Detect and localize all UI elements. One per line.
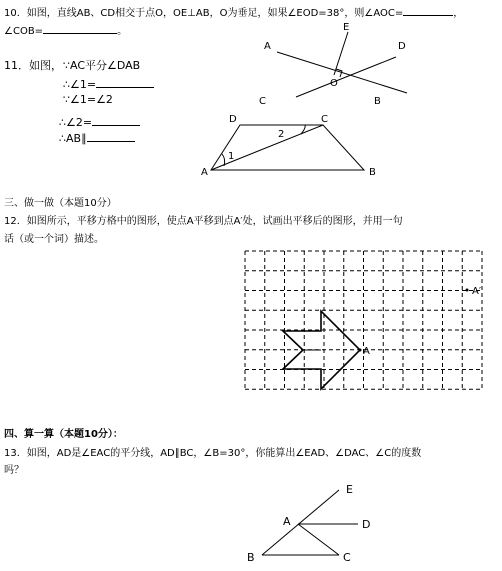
q10-label-d: D: [398, 41, 406, 52]
q11-label-a: A: [201, 167, 208, 178]
q10-label-o: O: [330, 78, 338, 89]
q10-period: 。: [117, 26, 128, 37]
q12-label-a: A: [363, 346, 370, 357]
section-3-heading: 三、做一做（本题10分）: [4, 198, 117, 209]
q12-line1: 12．如图所示，平移方格中的图形，使点A平移到点A′处，试画出平移后的图形，并用一句: [4, 216, 403, 227]
q11-title: 11．如图，: [4, 59, 62, 72]
q11-line5-text: ∴AB∥: [59, 132, 87, 145]
q13-ray-be: [262, 490, 339, 555]
q11-label-2: 2: [278, 129, 285, 140]
q13-segment-ac: [298, 524, 339, 555]
q10-label-b: B: [374, 96, 381, 107]
q10-text: 10．如图，直线AB、CD相交于点O，OE⊥AB，O为垂足，如果∠EOD=38°，则∠AOC=: [4, 8, 404, 19]
q11-label-b: B: [369, 167, 376, 178]
q10-comma: ，: [453, 8, 464, 19]
q12-label-aprime: A′: [472, 286, 482, 297]
q13-label-a: A: [283, 515, 291, 528]
q12-line2: 话（或一个词）描述。: [4, 234, 104, 245]
q13-line2: 吗？: [4, 465, 24, 476]
q11-line3: ∵∠1=∠2: [63, 93, 113, 106]
q11-label-1: 1: [228, 151, 235, 162]
q10-cob-label: ∠COB=: [4, 26, 44, 37]
q10-label-e: E: [343, 22, 350, 33]
q11-line2-text: ∴∠1=: [63, 78, 97, 91]
q13-label-b: B: [247, 551, 255, 564]
q13-line1: 13．如图，AD是∠EAC的平分线，AD∥BC，∠B=30°，你能算出∠EAD、∠DAC、∠C的度数: [4, 448, 422, 459]
q10-label-a: A: [264, 41, 271, 52]
q13-label-c: C: [343, 551, 351, 564]
q13-label-e: E: [346, 483, 353, 496]
q11-line4-text: ∴∠2=: [59, 116, 93, 129]
q11-label-c: C: [321, 114, 328, 125]
q10-label-c: C: [259, 96, 266, 107]
q11-label-d: D: [229, 114, 237, 125]
q13-label-d: D: [362, 518, 371, 531]
q11-line1: ∵AC平分∠DAB: [63, 59, 141, 72]
section-4-heading: 四、算一算（本题10分）：: [4, 429, 123, 440]
